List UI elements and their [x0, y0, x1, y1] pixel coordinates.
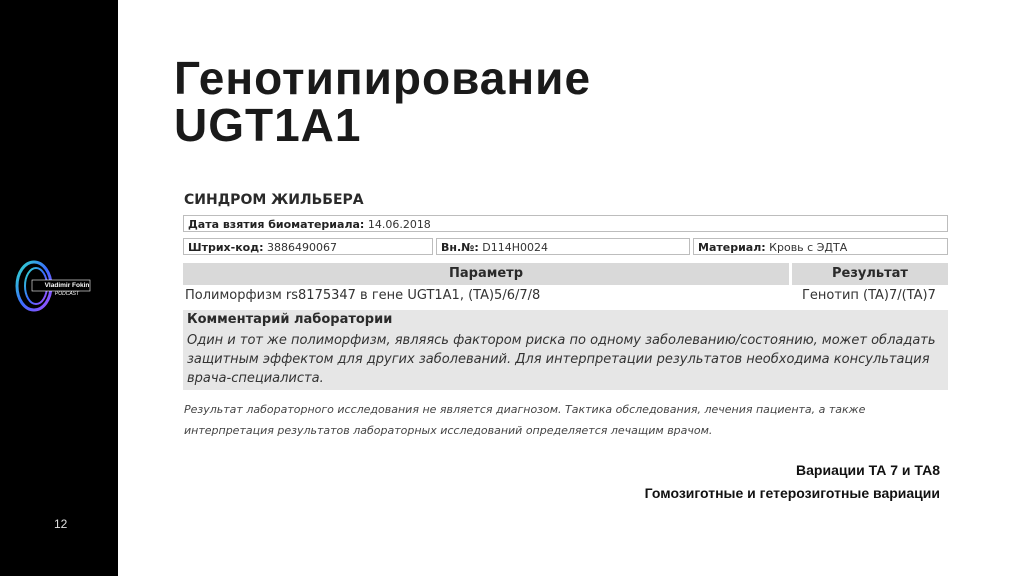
barcode-label: Штрих-код:	[188, 241, 264, 254]
note-line-1: Вариации ТА 7 и ТА8	[796, 462, 940, 478]
result-value: Генотип (TA)7/(TA)7	[802, 288, 936, 303]
logo-text: Vladimir Fokin PODCAST	[44, 282, 90, 297]
comment-title: Комментарий лаборатории	[187, 312, 393, 327]
report-header: СИНДРОМ ЖИЛЬБЕРА	[184, 192, 364, 208]
material-value: Кровь с ЭДТА	[769, 241, 848, 254]
sidebar	[0, 0, 118, 576]
vn-value: D114H0024	[482, 241, 549, 254]
lab-comment-box	[183, 310, 948, 390]
date-field	[183, 215, 948, 232]
param-column-header: Параметр	[183, 263, 789, 285]
vn-field	[436, 238, 690, 255]
page-number: 12	[54, 517, 68, 531]
material-field	[693, 238, 948, 255]
disclaimer-text: Результат лабораторного исследования не является диагнозом. Тактика обследования, лечения пациента, а также интерпретация результатов лабораторных исследований определяется лечащим врачом.	[184, 403, 866, 437]
date-label: Дата взятия биоматериала:	[188, 218, 365, 231]
slide-title	[174, 52, 592, 151]
barcode-value: 3886490067	[267, 241, 338, 254]
barcode-field	[183, 238, 433, 255]
vn-label: Вн.№:	[441, 241, 479, 254]
podcast-logo	[14, 258, 94, 314]
date-value: 14.06.2018	[367, 218, 431, 231]
note-line-2: Гомозиготные и гетерозиготные вариации	[644, 485, 940, 501]
material-label: Материал:	[698, 241, 766, 254]
title-line-2: UGT1A1	[174, 99, 362, 151]
comment-text: Один и тот же полиморфизм, являясь фактором риска по одному заболеванию/состоянию, может обладать защитным эффектом для других заболеваний. Для интерпретации результатов необходима консультация врача-специалиста.	[187, 333, 936, 386]
lab-report-image	[180, 190, 950, 440]
title-line-1: Генотипирование	[174, 52, 592, 104]
result-column-header: Результат	[792, 263, 948, 285]
variation-note	[645, 459, 940, 505]
param-value: Полиморфизм rs8175347 в гене UGT1A1, (TA)5/6/7/8	[185, 288, 541, 303]
